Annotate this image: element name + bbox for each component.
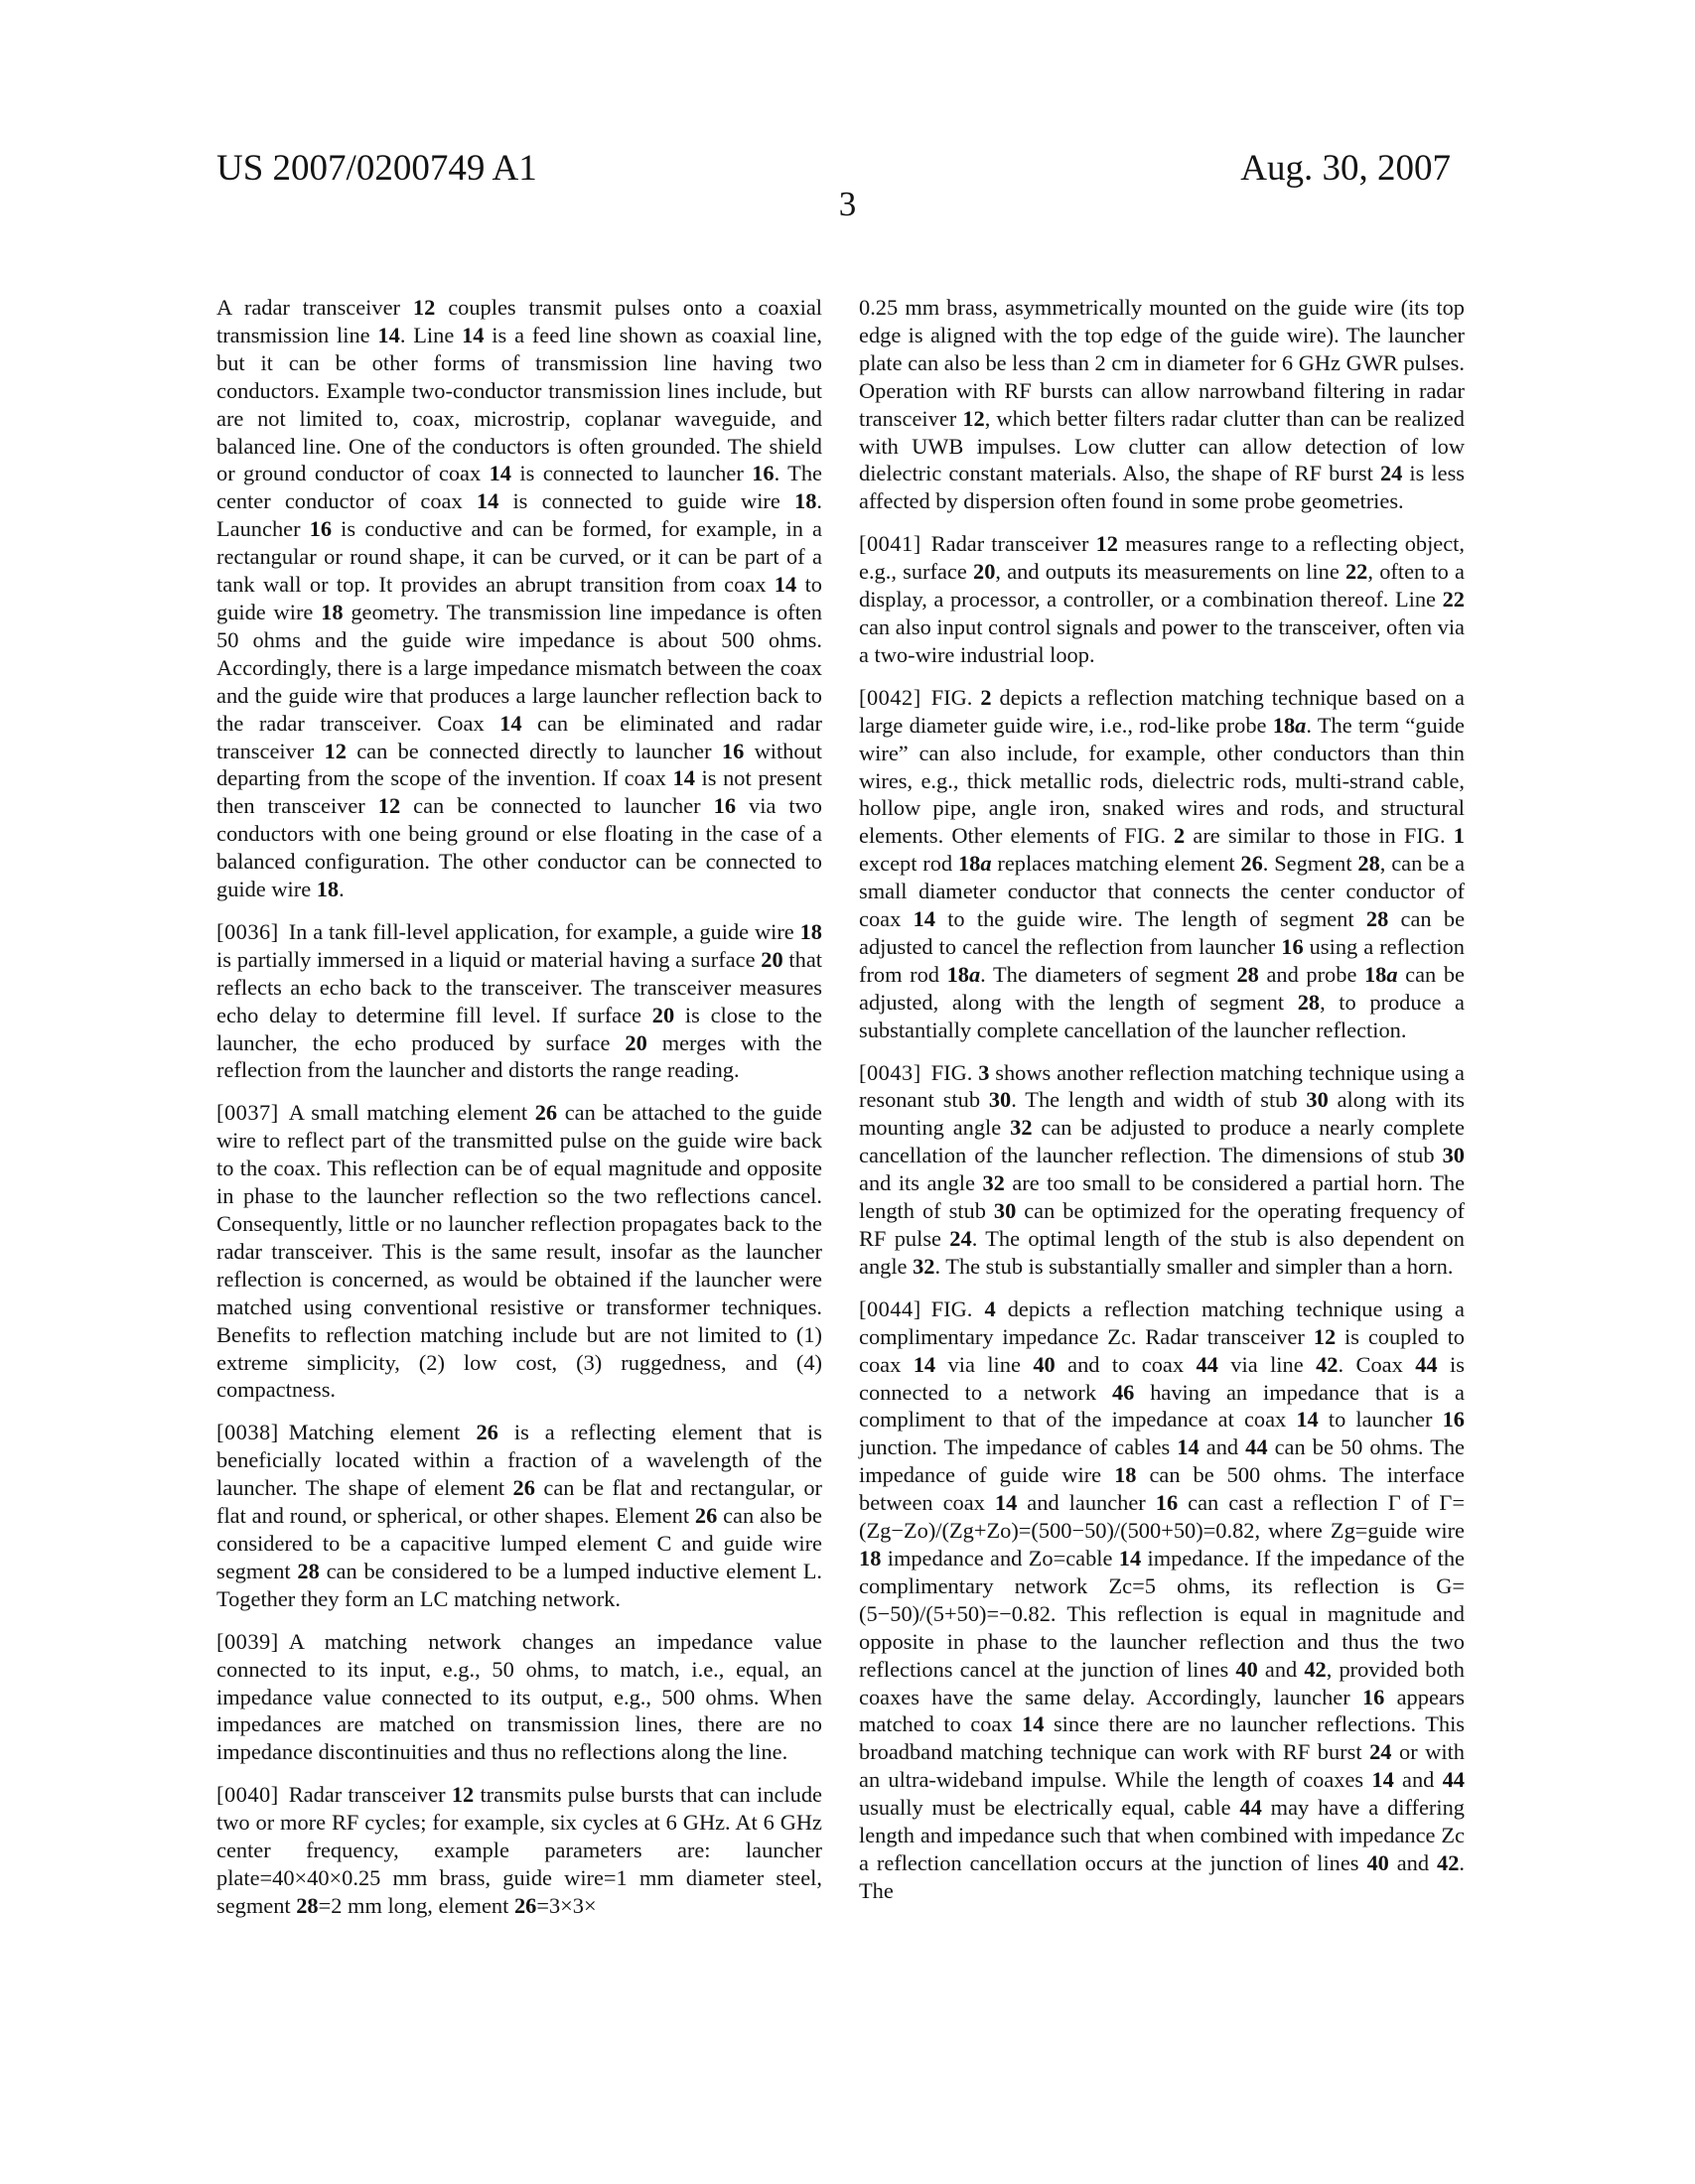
paragraph-number: [0043] [859, 1059, 921, 1085]
paragraph [216, 918, 822, 1084]
paragraph-text: FIG. 2 depicts a reflection matching technique based on a large diameter guide wire, i.e., rod-like probe 18a. The term “guide wire” can also include, for example, other conductors than thin wires, e.g., thick metallic rods, dielectric rods, multi-strand cable, hollow pipe, angle iron, snaked wires and rods, and structural elements. Other elements of FIG. 2 are similar to those in FIG. 1 except rod 18a replaces matching element 26. Segment 28, can be a small diameter conductor that connects the center conductor of coax 14 to the guide wire. The length of segment 28 can be adjusted to cancel the reflection from launcher 16 using a reflection from rod 18a. The diameters of segment 28 and probe 18a can be adjusted, along with the length of segment 28, to produce a substantially complete cancellation of the launcher reflection. [859, 684, 1466, 1042]
paragraph-number: [0038] [216, 1420, 279, 1445]
paragraph-number: [0037] [216, 1100, 279, 1126]
paragraph-number: [0044] [859, 1296, 921, 1321]
paragraph [859, 530, 1465, 669]
paragraph [859, 1059, 1465, 1281]
paragraph-number: [0042] [859, 684, 921, 710]
paragraph [859, 1296, 1465, 1905]
paragraph-text: Radar transceiver 12 transmits pulse bursts that can include two or more RF cycles; for example, six cycles at 6 GHz. At 6 GHz center frequency, example parameters are: launcher plate=40×40×0.25 mm brass, guide wire=1 mm diameter steel, segment 28=2 mm long, element 26=3×3× [216, 1782, 822, 1918]
paragraph [859, 684, 1465, 1044]
paragraph-number: [0036] [216, 918, 279, 944]
paragraph-text: In a tank fill-level application, for example, a guide wire 18 is partially immersed in a liquid or material having a surface 20 that reflects an echo back to the transceiver. The transceiver measures echo delay to determine fill level. If surface 20 is close to the launcher, the echo produced by surface 20 merges with the reflection from the launcher and distorts the range reading. [216, 918, 822, 1083]
paragraph [216, 1419, 822, 1612]
paragraph-text: A radar transceiver 12 couples transmit pulses onto a coaxial transmission line 14. Line 14 is a feed line shown as coaxial line, but it can be other forms of transmission line having two conductors. Example two-conductor transmission lines include, but are not limited to, coax, microstrip, coplanar waveguide, and balanced line. One of the conductors is often grounded. The shield or ground conductor of coax 14 is connected to launcher 16. The center conductor of coax 14 is connected to guide wire 18. Launcher 16 is conductive and can be formed, for example, in a rectangular or round shape, it can be curved, or it can be part of a tank wall or top. It provides an abrupt transition from coax 14 to guide wire 18 geometry. The transmission line impedance is often 50 ohms and the guide wire impedance is about 500 ohms. Accordingly, there is a large impedance mismatch between the coax and the guide wire that produces a large launcher reflection back to the radar transceiver. Coax 14 can be eliminated and radar transceiver 12 can be connected directly to launcher 16 without departing from the scope of the invention. If coax 14 is not present then transceiver 12 can be connected to launcher 16 via two conductors with one being ground or else floating in the case of a balanced configuration. The other conductor can be connected to guide wire 18. [216, 295, 823, 902]
paragraph [216, 294, 822, 903]
paragraph-text: FIG. 3 shows another reflection matching technique using a resonant stub 30. The length and width of stub 30 along with its mounting angle 32 can be adjusted to produce a nearly complete cancellation of the launcher reflection. The dimensions of stub 30 and its angle 32 are too small to be considered a partial horn. The length of stub 30 can be optimized for the operating frequency of RF pulse 24. The optimal length of the stub is also dependent on angle 32. The stub is substantially smaller and simpler than a horn. [859, 1059, 1466, 1279]
paragraph-number: [0040] [216, 1782, 279, 1808]
paragraph-text: Radar transceiver 12 measures range to a reflecting object, e.g., surface 20, and outputs its measurements on line 22, often to a display, a processor, a controller, or a combination thereof. Line 22 can also input control signals and power to the transceiver, often via a two-wire industrial loop. [859, 531, 1466, 667]
paragraph-number: [0039] [216, 1628, 279, 1654]
publication-date: Aug. 30, 2007 [1240, 148, 1451, 189]
page-number: 3 [838, 185, 857, 223]
paragraph [216, 1781, 822, 1920]
paragraph [216, 1628, 822, 1767]
paragraph-text: A matching network changes an impedance value connected to its input, e.g., 50 ohms, to match, i.e., equal, an impedance value connected to its output, e.g., 500 ohms. When impedances are matched on transmission lines, there are no impedance discontinuities and thus no reflections along the line. [216, 1628, 822, 1765]
patent-number: US 2007/0200749 A1 [216, 148, 537, 189]
paragraph [216, 1099, 822, 1404]
right-column [859, 294, 1465, 1920]
paragraph-number: [0041] [859, 531, 921, 557]
paragraph-text: Matching element 26 is a reflecting element that is beneficially located within a fraction of a wavelength of the launcher. The shape of element 26 can be flat and rectangular, or flat and round, or spherical, or other shapes. Element 26 can also be considered to be a capacitive lumped element C and guide wire segment 28 can be considered to be a lumped inductive element L. Together they form an LC matching network. [216, 1420, 823, 1611]
paragraph-text: FIG. 4 depicts a reflection matching technique using a complimentary impedance Zc. Radar transceiver 12 is coupled to coax 14 via line 40 and to coax 44 via line 42. Coax 44 is connected to a network 46 having an impedance that is a compliment to that of the impedance at coax 14 to launcher 16 junction. The impedance of cables 14 and 44 can be 50 ohms. The impedance of guide wire 18 can be 500 ohms. The interface between coax 14 and launcher 16 can cast a reflection Γ of Γ=(Zg−Zo)/(Zg+Zo)=(500−50)/(500+50)=0.82, where Zg=guide wire 18 impedance and Zo=cable 14 impedance. If the impedance of the complimentary network Zc=5 ohms, its reflection is G=(5−50)/(5+50)=−0.82. This reflection is equal in magnitude and opposite in phase to the launcher reflection and thus the two reflections cancel at the junction of lines 40 and 42, provided both coaxes have the same delay. Accordingly, launcher 16 appears matched to coax 14 since there are no launcher reflections. This broadband matching technique can work with RF burst 24 or with an ultra-wideband impulse. While the length of coaxes 14 and 44 usually must be electrically equal, cable 44 may have a differing length and impedance such that when combined with impedance Zc a reflection cancellation occurs at the junction of lines 40 and 42. The [859, 1296, 1466, 1903]
paragraph-text: A small matching element 26 can be attached to the guide wire to reflect part of the transmitted pulse on the guide wire back to the coax. This reflection can be of equal magnitude and opposite in phase to the launcher reflection so the two reflections cancel. Consequently, little or no launcher reflection propagates back to the radar transceiver. This is the same result, insofar as the launcher reflection is concerned, as would be obtained if the launcher were matched using conventional resistive or transformer techniques. Benefits to reflection matching include but are not limited to (1) extreme simplicity, (2) low cost, (3) ruggedness, and (4) compactness. [216, 1100, 822, 1403]
paragraph-text: 0.25 mm brass, asymmetrically mounted on the guide wire (its top edge is aligned with the top edge of the guide wire). The launcher plate can also be less than 2 cm in diameter for 6 GHz GWR pulses. Operation with RF bursts can allow narrowband filtering in radar transceiver 12, which better filters radar clutter than can be realized with UWB impulses. Low clutter can allow detection of low dielectric constant materials. Also, the shape of RF burst 24 is less affected by dispersion often found in some probe geometries. [859, 295, 1465, 514]
paragraph [859, 294, 1465, 515]
left-column [216, 294, 822, 1935]
